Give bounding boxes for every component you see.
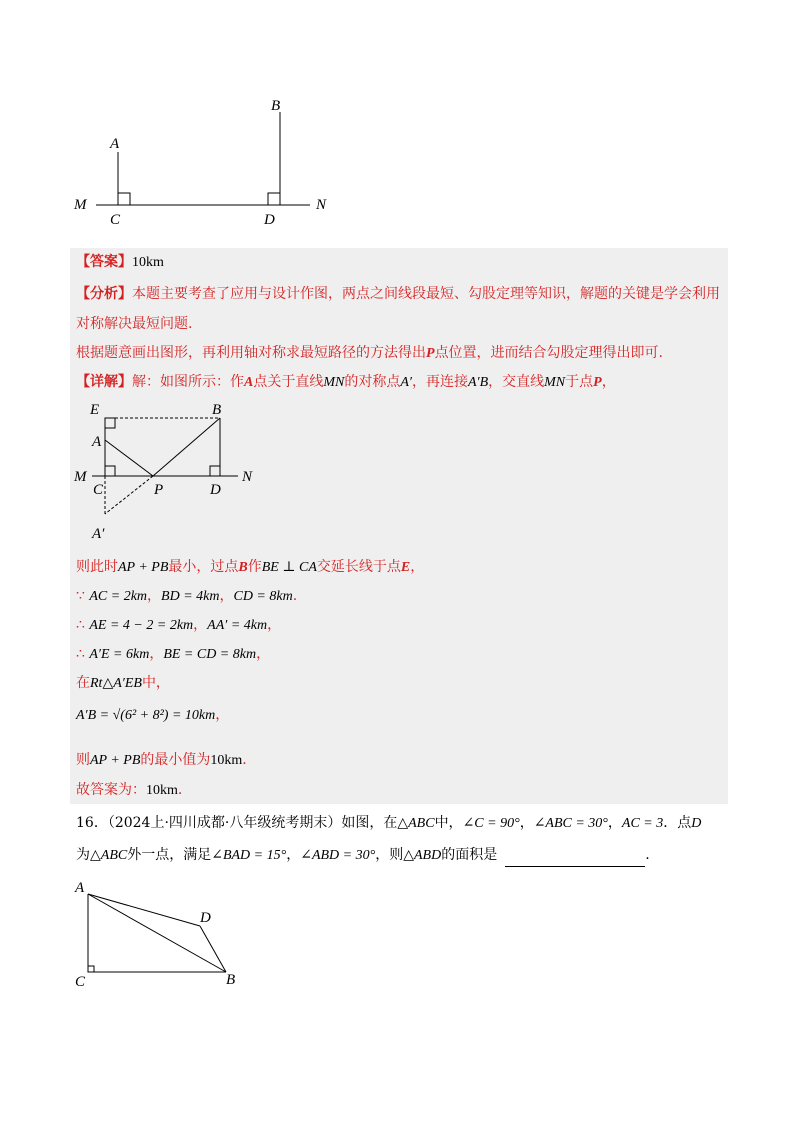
s7d: 10km xyxy=(210,753,243,768)
s3b: AE = 4 − 2 = 2km xyxy=(89,618,194,633)
q16-1d: ∠C = 90° xyxy=(462,816,520,831)
q16-2h: △ABD xyxy=(403,848,442,863)
s8b: 10km xyxy=(146,783,178,798)
label-d-2: D xyxy=(210,482,221,498)
segment-ap xyxy=(105,440,153,476)
step-8 xyxy=(76,780,182,801)
q16-2g: ，则 xyxy=(375,847,404,863)
figure-2 xyxy=(70,398,270,546)
analysis-text-1: 本题主要考查了应用与设计作图，两点之间线段最短、勾股定理等知识，解题的关键是学会利用 xyxy=(132,286,720,302)
detail-t12: P xyxy=(593,375,602,390)
q16-1h: AC = 3 xyxy=(621,816,664,831)
s2a: ∵ xyxy=(76,588,85,604)
s3d: AA′ = 4km xyxy=(207,618,268,633)
q16-1e: ， xyxy=(519,815,534,831)
label-a-2: A xyxy=(92,434,102,450)
s4a: ∴ xyxy=(76,646,85,662)
label-m: M xyxy=(74,197,87,213)
s5a: 在 xyxy=(76,675,90,691)
right-angle-e xyxy=(105,418,115,428)
label-b-2: B xyxy=(212,402,222,418)
s3e: ， xyxy=(267,617,282,633)
q16-2e: ， xyxy=(286,847,301,863)
s2b: AC = 2km xyxy=(89,589,148,604)
right-angle-c-3 xyxy=(88,966,94,972)
label-a-3: A xyxy=(75,880,85,896)
answer-line xyxy=(76,252,164,273)
detail-label: 【详解】 xyxy=(76,374,132,390)
label-c-2: C xyxy=(93,482,104,498)
s2e: ， xyxy=(219,588,234,604)
dashed-pa-prime xyxy=(105,476,153,514)
detail-t4: MN xyxy=(323,375,345,390)
segment-ad-3 xyxy=(88,894,200,926)
analysis-label: 【分析】 xyxy=(76,286,132,302)
s1b: AP + PB xyxy=(118,560,169,575)
label-b-3: B xyxy=(226,972,236,988)
figure-3 xyxy=(70,876,250,992)
s1c: 最小，过点 xyxy=(168,559,239,575)
detail-t13: ， xyxy=(601,374,616,390)
label-a: A xyxy=(110,136,120,152)
answer-value: 10km xyxy=(132,255,164,270)
analysis-text-3c: 点位置，进而结合勾股定理得出即可. xyxy=(434,345,664,361)
q16-2d: ∠BAD = 15° xyxy=(211,848,287,863)
detail-t10: MN xyxy=(544,375,566,390)
label-c: C xyxy=(110,212,121,228)
detail-line xyxy=(76,372,616,393)
answer-label: 【答案】 xyxy=(76,254,132,270)
step-7 xyxy=(76,750,247,771)
s7a: 则 xyxy=(76,752,90,768)
q16-1c: 中， xyxy=(434,815,463,831)
label-e: E xyxy=(90,402,100,418)
s1e: 作 xyxy=(247,559,262,575)
q16-2f: ∠ABD = 30° xyxy=(300,848,376,863)
q16-1g: ， xyxy=(607,815,622,831)
q16-2a: 为 xyxy=(76,847,90,863)
segment-ab-3 xyxy=(88,894,226,972)
analysis-text-2: 对称解决最短问题. xyxy=(76,316,193,332)
detail-t7: ，再连接 xyxy=(411,374,468,390)
s2g: . xyxy=(292,588,298,604)
s1g: 交延长线于点 xyxy=(316,559,401,575)
question-16-line-2 xyxy=(76,844,650,867)
step-6 xyxy=(76,705,229,726)
label-n: N xyxy=(316,197,327,213)
label-b: B xyxy=(271,98,281,114)
detail-t1: 解：如图所示：作 xyxy=(132,374,244,390)
s2c: ， xyxy=(147,588,162,604)
detail-t5: 的对称点 xyxy=(344,374,401,390)
s1h: E xyxy=(400,560,411,575)
q16-2b: △ABC xyxy=(90,848,128,863)
label-c-3: C xyxy=(75,974,86,990)
s4e: ， xyxy=(256,646,271,662)
right-angle-d-2 xyxy=(210,466,220,476)
s5c: 中， xyxy=(141,675,170,691)
s7c: 的最小值为 xyxy=(140,752,211,768)
q16-1i: ．点 xyxy=(663,815,692,831)
analysis-line-3 xyxy=(76,343,663,364)
s6a: A′B = √(6² + 8²) = 10km xyxy=(76,708,216,723)
s3a: ∴ xyxy=(76,617,85,633)
label-m-2: M xyxy=(74,469,87,485)
s3c: ， xyxy=(193,617,208,633)
s2f: CD = 8km xyxy=(233,589,293,604)
s6b: ， xyxy=(215,707,230,723)
detail-t2: A xyxy=(244,375,254,390)
detail-t9: ，交直线 xyxy=(488,374,545,390)
s7e: . xyxy=(242,752,247,768)
detail-t8: A′B xyxy=(467,375,489,390)
s4c: ， xyxy=(149,646,164,662)
s1f: BE ⊥ CA xyxy=(261,560,317,575)
label-d: D xyxy=(264,212,275,228)
s1a: 则此时 xyxy=(76,559,118,575)
step-1 xyxy=(76,557,424,578)
q16-2i: 的面积是 xyxy=(441,847,498,863)
q16-1b: △ABC xyxy=(397,816,435,831)
s5b: Rt△A′EB xyxy=(90,676,142,691)
step-4 xyxy=(76,644,270,665)
analysis-text-3a: 根据题意画出图形，再利用轴对称求最短路径的方法得出 xyxy=(76,345,426,361)
detail-t11: 于点 xyxy=(565,374,594,390)
analysis-line-2 xyxy=(76,314,192,334)
analysis-line-1 xyxy=(76,284,720,304)
s7b: AP + PB xyxy=(90,753,141,768)
right-angle-d xyxy=(268,193,280,205)
q16-1f: ∠ABC = 30° xyxy=(533,816,608,831)
step-5 xyxy=(76,673,170,694)
q16-2j: . xyxy=(645,847,650,863)
answer-blank[interactable] xyxy=(505,852,645,867)
step-3 xyxy=(76,615,281,636)
s1d: B xyxy=(238,560,248,575)
detail-t3: 点关于直线 xyxy=(253,374,324,390)
analysis-text-3b: P xyxy=(426,346,435,361)
right-angle-c-2 xyxy=(105,466,115,476)
q16-2c: 外一点，满足 xyxy=(127,847,212,863)
q16-1j: D xyxy=(691,816,702,831)
s8a: 故答案为： xyxy=(76,782,146,798)
s8c: . xyxy=(177,782,183,798)
label-n-2: N xyxy=(242,469,253,485)
s2d: BD = 4km xyxy=(161,589,220,604)
question-16-line-1 xyxy=(76,812,701,835)
detail-t6: A′ xyxy=(400,375,412,390)
right-angle-c xyxy=(118,193,130,205)
label-p: P xyxy=(154,482,164,498)
figure-1 xyxy=(70,90,350,230)
q16-1a: 16．（2024上·四川成都·八年级统考期末）如图，在 xyxy=(76,815,398,831)
label-d-3: D xyxy=(200,910,211,926)
s4d: BE = CD = 8km xyxy=(163,647,257,662)
s1i: ， xyxy=(410,559,425,575)
step-2 xyxy=(76,586,297,607)
s4b: A′E = 6km xyxy=(89,647,150,662)
label-a-prime: A′ xyxy=(92,526,105,542)
